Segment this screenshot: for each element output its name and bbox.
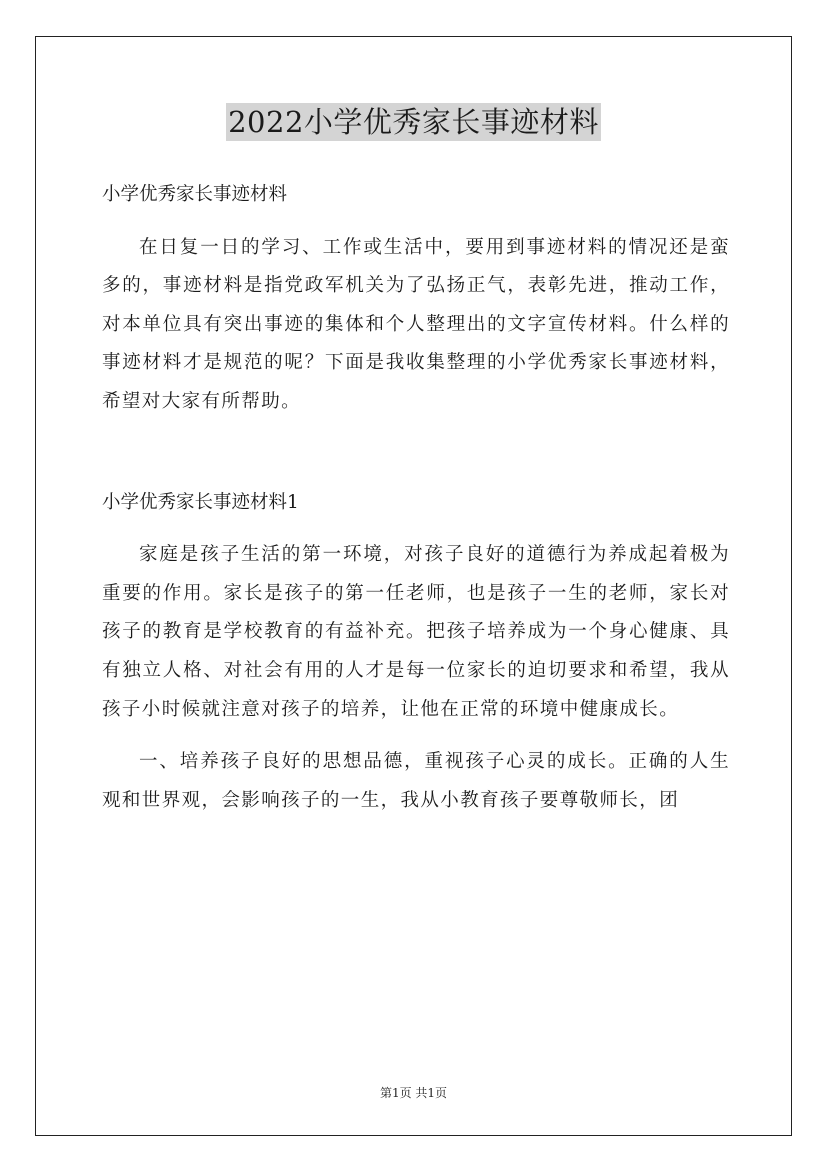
document-body — [102, 176, 730, 820]
intro-paragraph: 在日复一日的学习、工作或生活中，要用到事迹材料的情况还是蛮多的，事迹材料是指党政军机关为了弘扬正气，表彰先进，推动工作，对本单位具有突出事迹的集体和个人整理出的文字宣传材料。什么样的事迹材料才是规范的呢？下面是我收集整理的小学优秀家长事迹材料，希望对大家有所帮助。 — [102, 236, 730, 412]
section-heading-1: 小学优秀家长事迹材料1 — [102, 491, 299, 513]
paragraph-spacer — [102, 422, 730, 484]
body-paragraph-1: 家庭是孩子生活的第一环境，对孩子良好的道德行为养成起着极为重要的作用。家长是孩子的第一任老师，也是孩子一生的老师，家长对孩子的教育是学校教育的有益补充。把孩子培养成为一个身心健康、具有独立人格、对社会有用的人才是每一位家长的迫切要求和希望，我从孩子小时候就注意对孩子的培养，让他在正常的环境中健康成长。 — [102, 544, 730, 720]
body-paragraph-2: 一、培养孩子良好的思想品德，重视孩子心灵的成长。正确的人生观和世界观，会影响孩子的一生，我从小教育孩子要尊敬师长，团 — [102, 751, 730, 811]
document-title: 2022小学优秀家长事迹材料 — [228, 105, 599, 139]
section-heading-intro: 小学优秀家长事迹材料 — [102, 184, 288, 205]
title-container — [0, 103, 827, 141]
page-number-footer: 第1页 共1页 — [379, 1086, 448, 1100]
